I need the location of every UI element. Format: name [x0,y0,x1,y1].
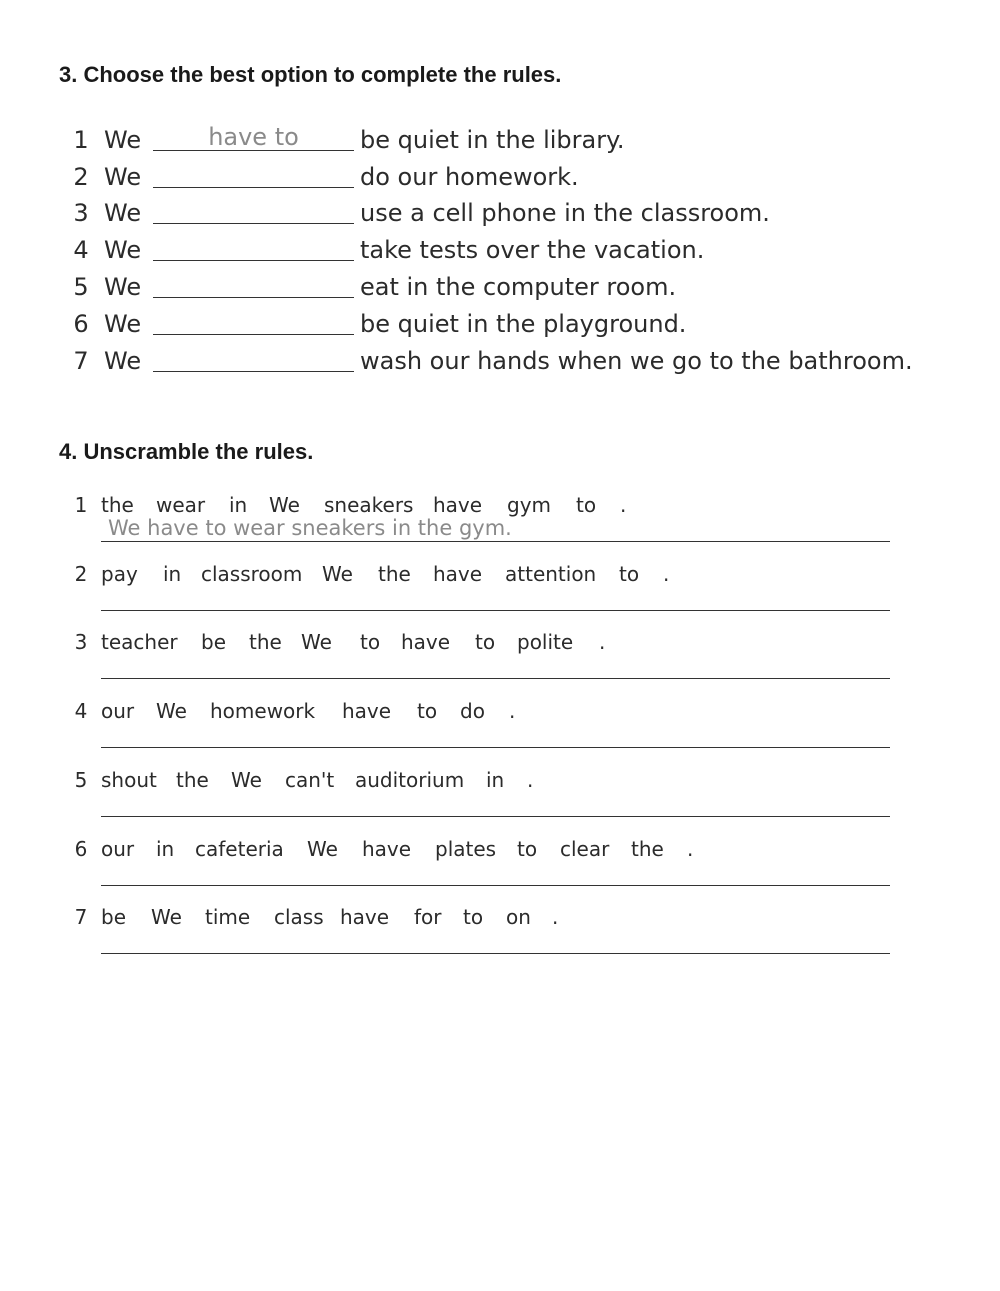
scrambled-word: the [101,493,134,517]
scrambled-word: can't [285,768,335,792]
scrambled-word: We [307,837,338,861]
item-number: 7 [74,905,88,929]
scrambled-word: clear [560,837,610,861]
scrambled-word: We [151,905,182,929]
scrambled-word: in [486,768,505,792]
answer-blank[interactable] [153,297,354,298]
item-number: 6 [74,837,88,861]
answer-blank[interactable] [153,334,354,335]
scrambled-word: have [433,493,483,517]
scrambled-word: We [269,493,300,517]
answer-text: We have to wear sneakers in the gym. [108,516,512,540]
scrambled-word: the [249,630,282,654]
scrambled-word: sneakers [324,493,414,517]
scrambled-word: have [340,905,390,929]
scrambled-word: on [506,905,531,929]
item-subject: We [104,236,142,264]
scrambled-word: . [552,905,559,929]
answer-text: have to [208,123,299,151]
scrambled-word: our [101,837,135,861]
scrambled-word: have [342,699,392,723]
scrambled-word: homework [210,699,316,723]
scrambled-word: do [460,699,485,723]
scrambled-word: to [517,837,538,861]
item-number: 5 [73,273,89,301]
item-subject: We [104,126,142,154]
scrambled-word: polite [517,630,574,654]
scrambled-word: classroom [201,562,303,586]
scrambled-word: to [475,630,496,654]
rule-row [0,346,1000,382]
scramble-row [0,905,1000,965]
answer-blank[interactable] [153,371,354,372]
item-subject: We [104,310,142,338]
item-number: 6 [73,310,89,338]
rule-text: take tests over the vacation. [360,236,705,264]
rule-row [0,198,1000,234]
answer-blank[interactable] [153,260,354,261]
scrambled-word: to [576,493,597,517]
scrambled-word: We [156,699,187,723]
item-number: 4 [73,236,89,264]
scrambled-word: to [417,699,438,723]
scrambled-word: in [156,837,175,861]
scramble-row [0,493,1000,553]
rule-row [0,162,1000,198]
scrambled-word: . [663,562,670,586]
rule-text: use a cell phone in the classroom. [360,199,770,227]
item-subject: We [104,163,142,191]
rule-row [0,272,1000,308]
scrambled-word: . [687,837,694,861]
item-subject: We [104,347,142,375]
scrambled-word: attention [505,562,597,586]
item-number: 1 [74,493,88,517]
scrambled-word: our [101,699,135,723]
scrambled-word: auditorium [355,768,465,792]
scrambled-word: . [599,630,606,654]
scrambled-word: in [163,562,182,586]
scramble-row [0,768,1000,828]
scramble-row [0,837,1000,897]
scrambled-word: class [274,905,324,929]
item-number: 3 [73,199,89,227]
item-number: 4 [74,699,88,723]
scrambled-word: plates [435,837,497,861]
section4-title: 4. Unscramble the rules. [59,439,314,464]
scrambled-word: cafeteria [195,837,284,861]
section3-title: 3. Choose the best option to complete the rules. [59,62,562,87]
answer-line[interactable] [101,678,890,679]
item-number: 5 [74,768,88,792]
scrambled-word: be [101,905,126,929]
scrambled-word: We [322,562,353,586]
item-number: 1 [73,126,89,154]
scrambled-word: . [527,768,534,792]
item-number: 2 [74,562,88,586]
scrambled-word: We [231,768,262,792]
scrambled-word: to [619,562,640,586]
item-number: 7 [73,347,89,375]
answer-blank[interactable] [153,187,354,188]
scrambled-word: for [414,905,442,929]
scrambled-word: have [362,837,412,861]
rule-text: do our homework. [360,163,579,191]
item-number: 3 [74,630,88,654]
rule-text: wash our hands when we go to the bathroom. [360,347,913,375]
rule-text: eat in the computer room. [360,273,677,301]
scrambled-word: We [301,630,332,654]
scrambled-word: . [620,493,627,517]
scrambled-word: the [378,562,411,586]
scrambled-word: . [509,699,516,723]
answer-line[interactable] [101,747,890,748]
scramble-row [0,562,1000,622]
scrambled-word: the [176,768,209,792]
rule-row [0,125,1000,161]
answer-line[interactable] [101,816,890,817]
scrambled-word: have [401,630,451,654]
scrambled-word: gym [507,493,552,517]
item-subject: We [104,273,142,301]
scrambled-word: the [631,837,664,861]
answer-line[interactable] [101,885,890,886]
rule-row [0,309,1000,345]
scrambled-word: time [205,905,251,929]
answer-line[interactable] [101,610,890,611]
scrambled-word: wear [156,493,206,517]
rule-text: be quiet in the playground. [360,310,687,338]
scrambled-word: to [463,905,484,929]
rule-text: be quiet in the library. [360,126,625,154]
scramble-row [0,630,1000,690]
answer-line[interactable] [101,541,890,542]
scrambled-word: be [201,630,226,654]
scrambled-word: to [360,630,381,654]
item-subject: We [104,199,142,227]
item-number: 2 [73,163,89,191]
scrambled-word: pay [101,562,138,586]
scrambled-word: shout [101,768,157,792]
answer-blank[interactable] [153,223,354,224]
scrambled-word: have [433,562,483,586]
scrambled-word: in [229,493,248,517]
scramble-row [0,699,1000,759]
scrambled-word: teacher [101,630,178,654]
answer-line[interactable] [101,953,890,954]
rule-row [0,235,1000,271]
